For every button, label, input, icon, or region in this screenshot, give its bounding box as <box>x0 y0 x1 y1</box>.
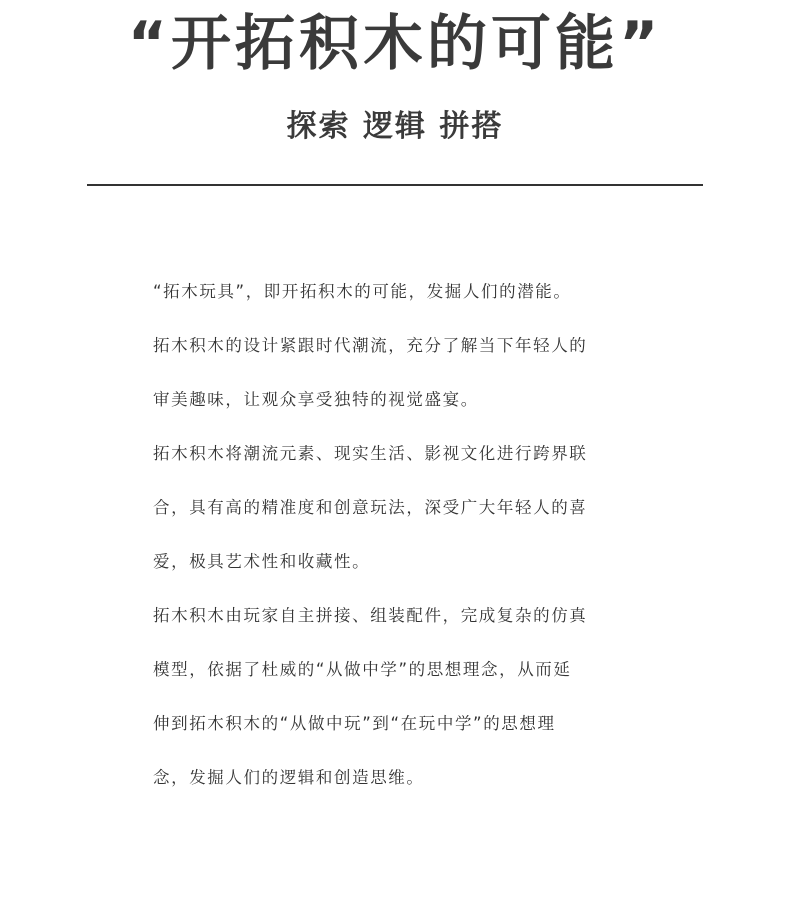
paragraph-line: 模型，依据了杜威的“从做中学”的思想理念，从而延 <box>153 660 572 679</box>
paragraph-line: 拓木积木将潮流元素、现实生活、影视文化进行跨界联 <box>153 444 588 463</box>
paragraph-line: “拓木玩具”，即开拓积木的可能，发掘人们的潜能。 <box>153 282 572 301</box>
paragraph-line: 审美趣味，让观众享受独特的视觉盛宴。 <box>153 390 479 409</box>
page-title: “开拓积木的可能” <box>127 9 663 79</box>
paragraph-line: 合，具有高的精准度和创意玩法，深受广大年轻人的喜 <box>153 498 588 517</box>
paragraph-line: 拓木积木由玩家自主拼接、组装配件，完成复杂的仿真 <box>153 606 588 625</box>
divider-line <box>87 184 703 186</box>
paragraph-line: 拓木积木的设计紧跟时代潮流，充分了解当下年轻人的 <box>153 336 588 355</box>
paragraph-line: 伸到拓木积木的“从做中玩”到“在玩中学”的思想理 <box>153 714 556 733</box>
paragraph-line: 爱，极具艺术性和收藏性。 <box>153 552 371 571</box>
page-subtitle: 探索 逻辑 拼搭 <box>286 109 504 144</box>
paragraph-line: 念，发掘人们的逻辑和创造思维。 <box>153 768 425 787</box>
